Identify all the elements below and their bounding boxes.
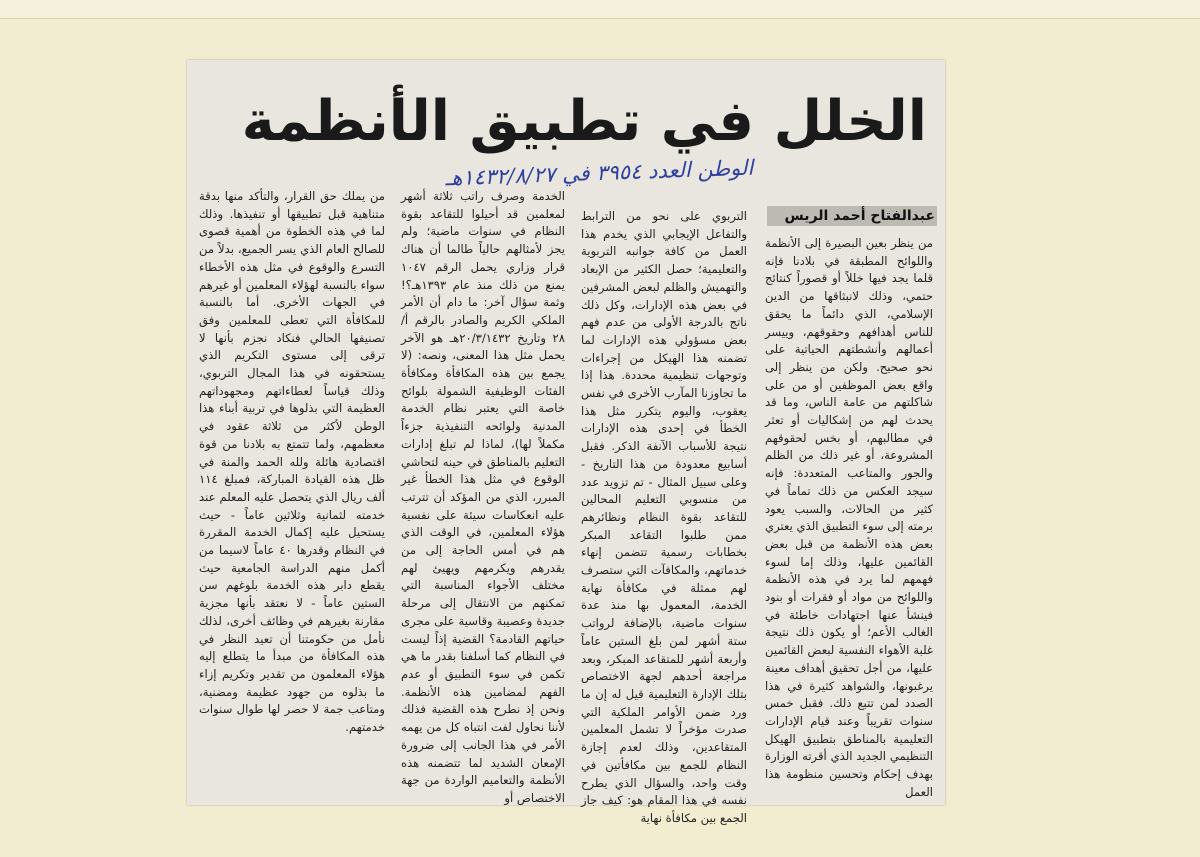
article-column-4: [199, 188, 385, 793]
article-column-1: [765, 235, 933, 799]
newspaper-clipping: [187, 60, 945, 825]
article-headline: الخلل في تطبيق الأنظمة: [241, 89, 927, 154]
paper-fold-strip: [0, 0, 1200, 19]
article-author: عبدالفتاح أحمد الريس: [784, 208, 935, 224]
article-column-3: [401, 188, 565, 805]
column-text: الخدمة وصرف راتب ثلاثة أشهر لمعلمين قد أحيلوا للتقاعد بقوة النظام في سنوات ماضية؛ ولم يجز لأمثالهم حالياً طالما أن هناك قرار وزاري يحمل الرقم ١٠٤٧ يمنع من ذلك منذ عام ١٣٩٣هـ؟! وثمة سؤال آخر: ما دام أن الأمر الملكي الكريم والصادر بالرقم أ/٢٨ وتاريخ ٢٠/٣/١٤٣٢هـ هو الآخر يحمل مثل هذا المعنى، ونصه: (لا يجمع بين هذه المكافأة ومكافأة الفئات الوظيفية الشمولة بلوائح خاصة التي يعتبر نظام الخدمة المدنية ولوائحه التنفيذية جزءاً مكملاً لها)، لماذا لم تبلغ إدارات التعليم بالمناطق في حينه لتحاشي الوقوع في مثل هذا الخطأ غير المبرر، الذي من المؤكد أن تترتب عليه انعكاسات سيئة على نفسية هؤلاء المعلمين، في الوقت الذي هم في أمس الحاجة إلى من يقدرهم ويكرمهم ويهيئ لهم مختلف الأجواء المناسبة التي تمكنهم من الانتقال إلى مرحلة جديدة وعصيبة وقاسية على مجرى حياتهم القادمة؟ القضية إذاً ليست في النظام كما أسلفنا بقدر ما هي تكمن في سوء التطبيق أو عدم الفهم لمضامين هذه الأنظمة. ونحن إذ نطرح هذه القضية فذلك لأننا نحاول لفت انتباه كل من يهمه الأمر في هذا الجانب إلى ضرورة الإمعان الشديد لما تتضمنه هذه الأنظمة والتعاميم الواردة من جهة الاختصاص أو: [401, 189, 565, 805]
column-text: من يملك حق القرار، والتأكد منها بدقة متناهية قبل تطبيقها أو تنفيذها. وذلك لما في هذه الخطوة من أهمية قصوى للصالح العام الذي يسر الجميع، بدلاً من التسرع والوقوع في مثل هذه الأخطاء سواء بالنسبة لهؤلاء المعلمين أو غيرهم في الجهات الأخرى. أما بالنسبة للمكافأة التي تعطى للمعلمين وفق تصنيفها الحالي فنكاد نجزم بأنها لا ترقى إلى مستوى التكريم الذي يستحقونه في هذا المجال التربوي، وذلك قياساً لعطاءاتهم ومجهوداتهم العظيمة التي بذلوها في تربية أبناء هذا الوطن لأكثر من ثلاثة عقود في معظمهم، ولما تتمتع به بلادنا من قوة اقتصادية هائلة ولله الحمد والمنة في ظل هذه القيادة المباركة، فمبلغ ١١٤ ألف ريال الذي يتحصل عليه المعلم عند خدمته لثمانية وثلاثين عاماً - حيث يستحيل عليه إكمال الخدمة المقررة في النظام وقدرها ٤٠ عاماً لاسيما من أكمل منهم الدراسة الجامعية حيث يقطع دابر هذه الخدمة بلوغهم سن الستين عاماً - لا نعتقد بأنها مجزية مقارنة بغيرهم في وظائف أخرى، لذلك نأمل من حكومتنا أن تعيد النظر في هذه المكافأة من مبدأ ما يتطلع إليه هؤلاء المعلمون من تقدير وتكريم إزاء ما بذلوه من جهود عظيمة ومضنية، ومتاعب جمة لا حصر لها طوال سنوات خدمتهم.: [199, 189, 385, 735]
article-column-2: [581, 208, 747, 825]
column-text: من ينظر بعين البصيرة إلى الأنظمة واللوائح المطبقة في بلادنا فإنه قلما يجد فيها خللاً أو قصوراً كنتائج حتمي، وذلك لانبثاقها من الدين الإسلامي، الذي دائماً ما يحقق للناس أهدافهم وحقوقهم، وييسر أعمالهم وأنشطتهم الحياتية على نحو صحيح. ولكن من ينظر إلى واقع بعض الموظفين أو من على شاكلتهم من عامة الناس، وما قد يحدث لهم من إشكاليات أو تعثر في مطالبهم، أو بخس لحقوقهم المشروعة، أو غير ذلك من الظلم والجور والمتاعب المتعددة: فإنه سيجد العكس من ذلك تماماً في كثير من الحالات، والسبب يعود برمته إلى سوء التطبيق الذي يعتري بعض هذه الأنظمة من قبل بعض القائمين عليها، وذلك إما لسوء فهمهم لما يرد في هذه الأنظمة واللوائح من مواد أو فقرات أو بنود فينشأ عنها اجتهادات خاطئة في الغالب الأعم؛ أو يكون ذلك نتيجة غلبة الأهواء النفسية لبعض القائمين عليها، من أجل تحقيق أهداف معينة يرغبونها، والشواهد كثيرة في هذا الصدد لمن تتبع ذلك. فقبل خمس سنوات تقريباً وعند قيام الإدارات التعليمية بالمناطق بتطبيق الهيكل التنظيمي الجديد الذي أقرته الوزارة بهدف إحكام وتحسين منظومة هذا العمل: [765, 236, 933, 799]
handwritten-source-note: الوطن العدد ٣٩٥٤ في ١٤٣٢/٨/٢٧هـ: [444, 155, 754, 191]
column-text: التربوي على نحو من الترابط والتفاعل الإيجابي الذي يخدم هذا العمل من كافة جوانبه التربوية والتعليمية؛ حصل الكثير من الإبعاد والتهميش والظلم لبعض المشرفين في بعض هذه الإدارات، وكل ذلك ناتج بالدرجة الأولى من عدم فهم بعض مسؤولي هذه الإدارات لما تضمنه هذا الهيكل من إجراءات وتوجهات تنظيمية محددة. هذا إذا ما تجاوزنا المآرب الأخرى في نفس يعقوب، واليوم يتكرر مثل هذا الخطأ في إحدى هذه الإدارات نتيجة للأسباب الآنفة الذكر. فقبل أسابيع معدودة من هذا التاريخ - وعلى سبيل المثال - تم تزويد عدد من منسوبي التعليم المحالين للتقاعد بقوة النظام ونظائرهم ممن طلبوا التقاعد المبكر بخطابات رسمية تتضمن إنهاء خدماتهم، والمكافآت التي ستصرف لهم ممثلة في مكافأة نهاية الخدمة، المعمول بها منذ عدة سنوات ماضية، بالإضافة لرواتب ستة أشهر لمن بلغ الستين عاماً وأربعة أشهر للمتقاعد المبكر، وبعد مراجعة أحدهم لجهة الاختصاص بتلك الإدارة التعليمية قيل له إن ما ورد ضمن الأوامر الملكية التي صدرت مؤخراً لا تشمل المعلمين المتقاعدين، وذلك لعدم إجازة النظام للجمع بين مكافأتين في وقت واحد، والسؤال الذي يطرح نفسه في هذا المقام هو: كيف جاز الجمع بين مكافأة نهاية: [581, 209, 747, 825]
